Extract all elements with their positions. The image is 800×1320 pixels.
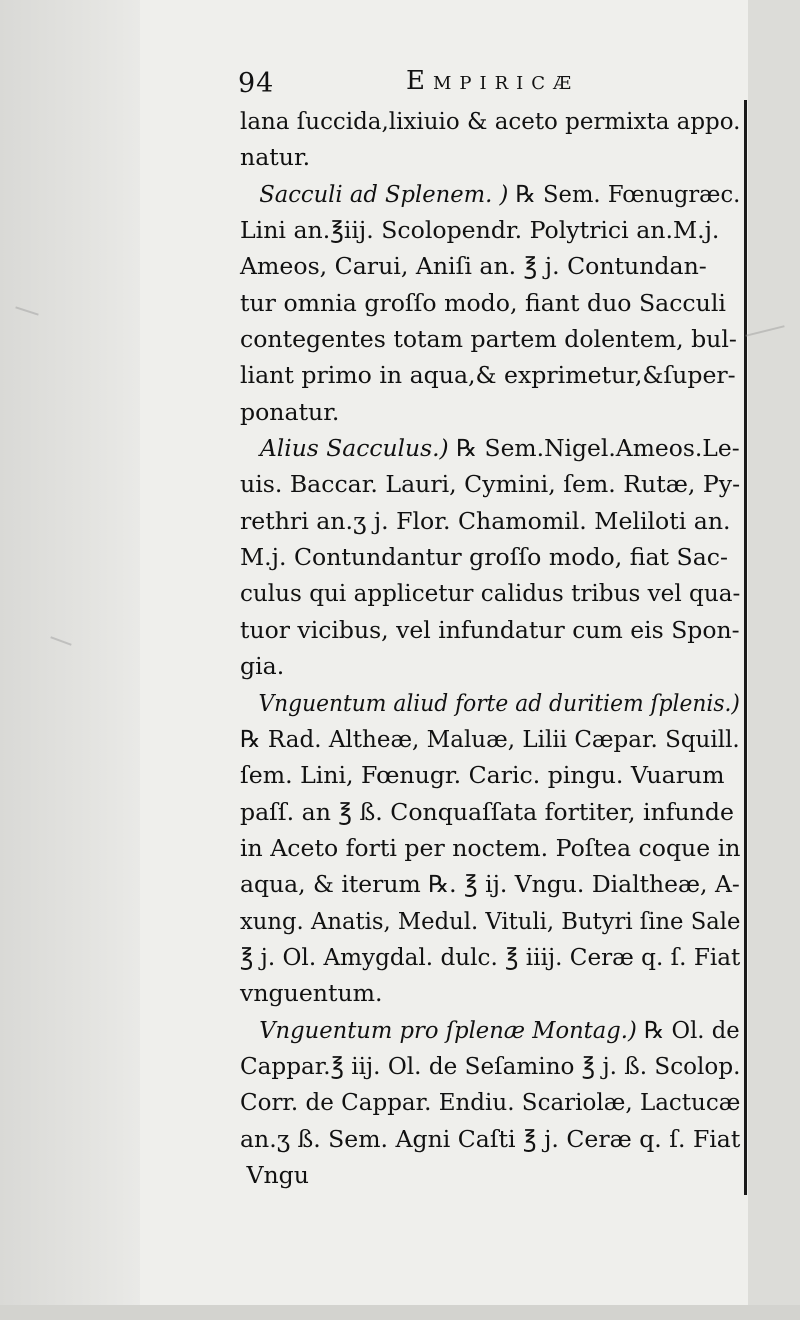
page-number: 94 [238,68,275,99]
text-line [240,794,734,830]
line-text: Ameos, Carui, Aniſi an. ℥ j. Contundan- [240,252,707,281]
text-line [240,285,726,321]
text-line [240,612,740,648]
text-line [240,321,737,357]
recipe-heading: Vnguentum aliud forte ad duritiem ſplenis.) [258,688,740,717]
scan-bottom-edge [0,1305,800,1320]
line-text: ℞ Rad. Altheæ, Maluæ, Lilii Cæpar. Squill. [240,724,740,753]
recipe-heading: Vnguentum pro ſplenæ Montag.) [259,1015,645,1044]
text-line [240,1048,740,1084]
text-line [240,939,740,975]
text-line [240,394,339,430]
text-line [240,139,310,175]
body-text [240,103,748,1193]
line-text: gia. [240,652,285,681]
line-text: tur omnia groſſo modo, fiant duo Sacculi [240,288,726,317]
line-text: ℞ Sem.Nigel.Ameos.Le- [456,434,740,463]
scan-margin-left [0,0,160,1320]
recipe-heading: Alius Sacculus.) [259,434,457,463]
line-text: uis. Baccar. Lauri, Cymini, ſem. Rutæ, Py- [240,470,741,499]
line-text: Lini an.℥iij. Scolopendr. Polytrici an.M.j. [240,216,720,245]
text-line [240,248,707,284]
line-text: tuor vicibus, vel infundatur cum eis Spon- [240,615,740,644]
line-text: Corr. de Cappar. Endiu. Scariolæ, Lactucæ [240,1088,741,1117]
text-line [240,830,740,866]
line-text: ℞ Ol. de [644,1015,740,1044]
line-text: ℥ j. Ol. Amygdal. dulc. ℥ iiij. Ceræ q. ſ. Fiat [240,942,741,971]
text-line [240,1084,740,1120]
page-header [238,58,738,98]
line-text: M.j. Contundantur groſſo modo, fiat Sac- [240,543,728,572]
text-line [240,575,740,611]
text-line [240,503,731,539]
text-line [240,466,740,502]
text-line [240,103,740,139]
line-text: lana ſuccida,lixiuio & aceto permixta appo. [240,107,741,135]
line-text: Cappar.℥ iij. Ol. de Seſamino ℥ j. ß. Scolop. [240,1051,741,1080]
line-text: natur. [240,143,311,172]
running-head: Empiricæ [406,66,580,96]
line-text: ponatur. [240,397,340,426]
text-line [240,357,736,393]
line-text: rethri an.ʒ j. Flor. Chamomil. Meliloti an. [240,506,731,535]
text-line [240,1012,759,1048]
catchword: Vngu [246,1160,309,1189]
line-text: aqua, & iterum ℞. ℥ ij. Vngu. Dialtheæ, A- [240,870,740,899]
text-line [240,685,758,721]
text-line [240,866,740,902]
text-line [240,757,725,793]
text-line [240,539,728,575]
text-line [240,975,383,1011]
line-text: ſem. Lini, Fœnugr. Caric. pingu. Vuarum [240,761,725,790]
text-line [240,1121,740,1157]
text-line [240,430,760,466]
line-text: liant primo in aqua,& exprimetur,&ſuper- [240,361,736,390]
line-text: xung. Anatis, Medul. Vituli, Butyri ſine Sale [240,906,741,935]
text-line [240,648,284,684]
line-text: ℞ Sem. Fœnugræc. [515,179,741,208]
text-line [240,903,740,939]
line-text: culus qui applicetur calidus tribus vel qua- [240,579,741,608]
line-text: in Aceto forti per noctem. Poſtea coque in [240,833,741,862]
line-text: vnguentum. [240,979,383,1008]
line-text: contegentes totam partem dolentem, bul- [240,325,737,354]
recipe-heading: Sacculi ad Splenem. ) [259,179,516,208]
text-line [240,212,719,248]
text-line [240,721,740,757]
line-text: an.ʒ ß. Sem. Agni Caſti ℥ j. Ceræ q. ſ. Fiat [240,1124,741,1153]
text-line [240,176,759,212]
line-text: paſſ. an ℥ ß. Conquaſſata fortiter, infunde [240,797,734,826]
